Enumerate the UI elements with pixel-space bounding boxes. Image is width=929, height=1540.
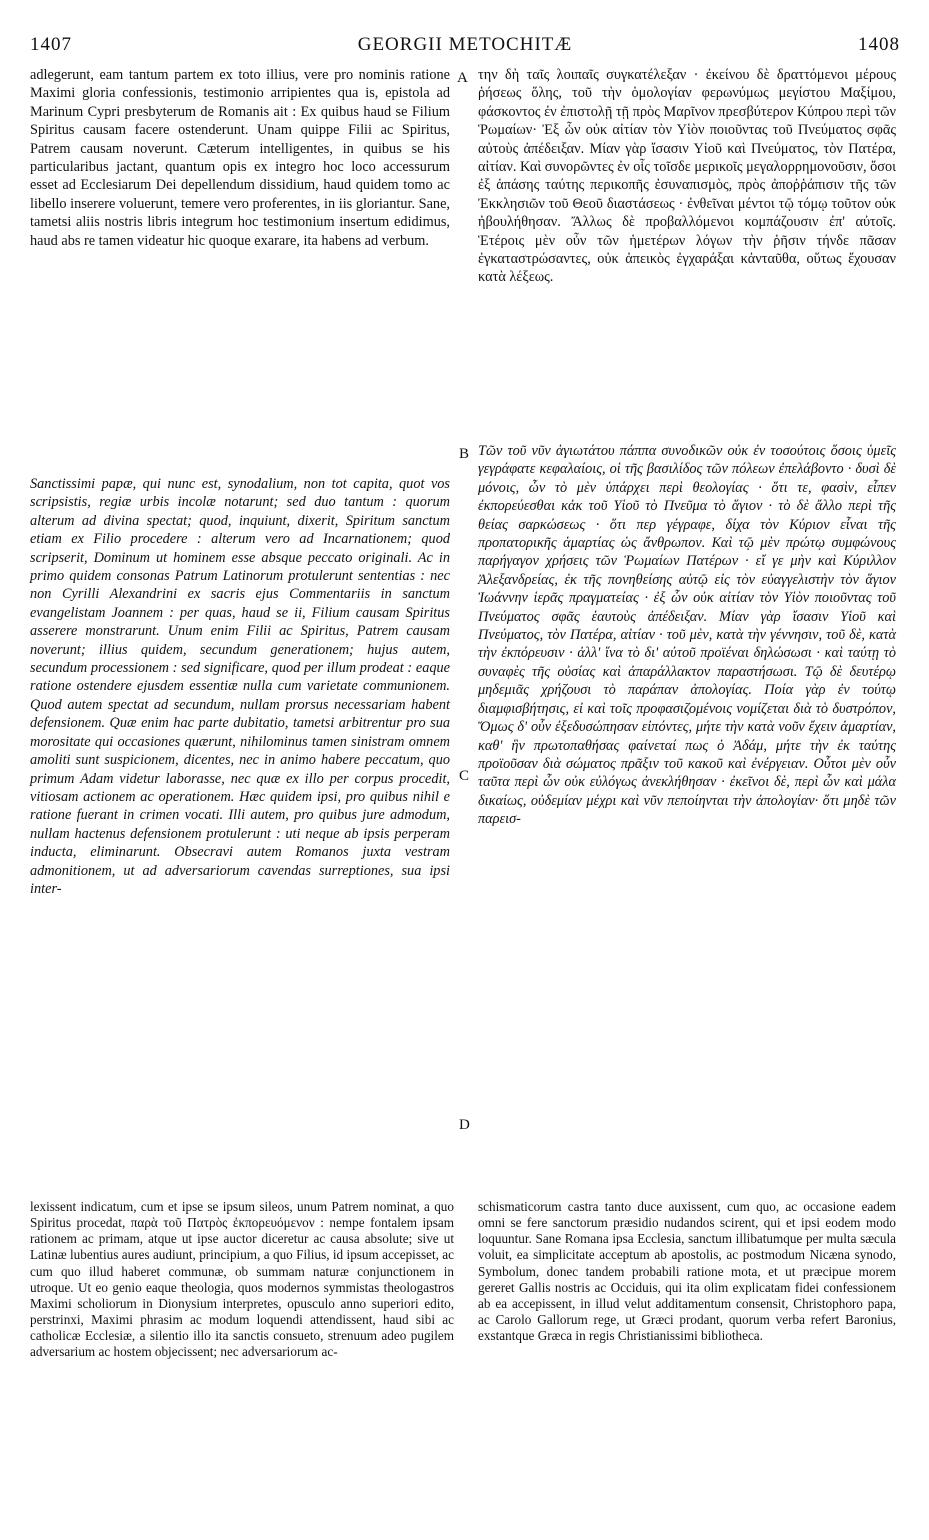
footnote-right: [478, 1186, 896, 1357]
page-number-right: 1408: [858, 34, 900, 55]
footnote-left-text: lexissent indicatum, cum et ipse se ipsum sileos, unum Patrem nominat, a quo Spiritus procedat, παρὰ τοῦ Πατρὸς ἐκπορευόμενον : nempe fontalem ipsam rationem ac primam, atque ut ipse auctor diceretur ac causa absolute; sive ut Latinæ lubentius aures audiunt, principium, a quo Filius, id ipsum accepisset, ac cum quo illud haberet communæ, ob summam naturæ conjunctionem in utroque. Ut eo genio eaque theologia, quos modernos symmistas theologastros Maximi scholiorum in Dionysium interpretes, opusculo anno superiori edito, perstrinxi, Maximi phrasim ac modum loquendi attendissent, haud sibi ac catholicæ Ecclesiæ, a silentio illo ita sanctis consueto, strenuum adeo pugilem adversarium ac hostem objecissent; nec adversariorum ac-: [30, 1199, 454, 1360]
greek-paragraph-1: την δὴ ταῖς λοιπαῖς συγκατέλεξαν · ἐκείνου δὲ δραττόμενοι μέρους ῥήσεως ὅλης, τοῦ τὴν ὁμολογίαν φερωνύμως μεγίστου Μαξίμου, φάσκοντος ἐν ἐπιστολῇ τῇ πρὸς Μαρῖνον πρεσβύτερον Κύπρου περὶ τῶν Ῥωμαίων· Ἐξ ὧν οὐκ αἰτίαν τὸν Υἱὸν ποιοῦντας τοῦ Πνεύματος σφᾶς αὐτοὺς ἀπέδειξαν. Μίαν γὰρ ἴσασιν Υἱοῦ καὶ Πνεύματος, τὸν Πατέρα, αἰτίαν. Καὶ συνορῶντες ἐν οἷς τοῖσδε μερικοῖς μεγαλορρημονοῦσιν, ὅσοι ἐξ ἁπάσης ταύτης περικοπῆς ἐσυναπισμὸς, πρὸς ἀποῤῥάπισιν τῆς τῶν Ἐκκλησιῶν τοῦ Θεοῦ διαστάσεως · ἐνθεῖναι μέντοι τῷ τόμῳ τοῦτον οὐκ ἠβουλήθησαν. Ἄλλως δὲ προβαλλόμενοι κομπάζουσιν ἐπ' αὐτοῖς. Ἑτέροις μὲν οὖν τῶν ἡμετέρων λόγων τὴν ῥῆσιν τήνδε πᾶσαν ἐγκαταστρώσαντες, οὐκ ἀπεικὸς ἐγχαράξαι κἀνταῦθα, οὕτως ἔχουσαν κατὰ λέξεως.: [478, 67, 896, 286]
latin-paragraph-2: Sanctissimi papæ, qui nunc est, synodalium, non tot capita, quot vos scripsistis, regiæ urbis incolæ notarunt; sed duo tantum : quorum alterum ad divina spectat; quod, inquiunt, dixerit, Spiritum sanctum etiam ex Filio procedere : alterum vero ad Incarnationem; quod scripserit, Dominum ut hominem esse absque peccato originali. Ac in primo quidem consonas Patrum Latinorum protulerunt sententias : nec non Cyrilli Alexandrini ex sacris ejus Commentariis in sanctum evangelistam Joannem : per quas, haud se ii, Filium causam Spiritus asserere monstrarunt. Unum enim Filii ac Spiritus, Patrem causam noverunt; illius quidem, secundum generationem; hujus autem, secundum processionem : sed significare, quod per illum prodeat : eaque ratione ostendere ejusdem essentiæ nulla cum varietate communionem. Quod autem spectat ad secundum, nullam prorsus necessariam habent defensionem. Quæ enim hac parte dubitatio, tametsi arbitrentur pro sua morositate qui occasiones quærunt, nihilominus tamen sinistram omnem amoliti sunt suspicionem, dicentes, nec in animo habere peccatum, quo primum Adam videtur laborasse, nec quæ ex illo per corpus procedit, vitiosam actionem ac operationem. Hæc quidem ipsi, pro quibus nihil e ratione fuerant in crimen vocati. Illi autem, pro quibus jure admodum, nullam hactenus defensionem protulerunt : uti neque ab ipsis perperam inducta, eliminarunt. Obsecravi autem Romanos juxta vestram admonitionem, ut ad adversariorum cavendas surreptiones, sua ipsi inter-: [30, 476, 450, 897]
footnote-right-text: schismaticorum castra tanto duce auxissent, cum quo, ac occasione eadem omni se fere sanctorum præsidio nudandos scirent, qui et ipsi eodem modo loquuntur. Sane Romana ipsa Ecclesia, sanctum illibatumque per multa sæcula voluit, ea simplicitate acceptum ab apostolis, ac postmodum Nicæna synodo, Symbolum, donec tandem probabili ratione mota, et ut præcipue morem gereret Gallis nostris ac Occiduis, qui ita olim explicatam fidei confessionem ab ea accepissent, in illud velut additamentum consensit, Christophoro papa, ac Carolo Gallorum rege, ut Græci prodant, quorum verba refert Baronius, exstantque Græca in regis Christianissimi bibliotheca.: [478, 1199, 896, 1343]
latin-paragraph-1: adlegerunt, eam tantum partem ex toto illius, vere pro nominis ratione Maximi gloria confessionis, testimonio arripientes qua is, epistola ad Marinum Cypri presbyterum de Romanis ait : Ex quibus haud se Filium Spiritus causam facere ostenderunt. Unam quippe Filii ac Spiritus, Patrem causam noverunt. Cæterum intelligentes, in quibus se his particularibus jactant, quantum opis ex integro hoc loco accessurum esset ad Ecclesiarum Dei depellendum dissidium, haud quidem tomo ac libello inserere voluerunt, temere vero proferentes, in iis gloriantur. Sane, tametsi aliis nostris libris integrum hoc testimonium insertum edidimus, haud abs re tamen videatur hic quoque exarare, ita habens ad verbum.: [30, 67, 450, 249]
greek-column-upper: [478, 66, 896, 287]
page-number-left: 1407: [30, 34, 72, 55]
footnote-left: [30, 1186, 454, 1373]
running-title: GEORGII METOCHITÆ: [357, 34, 573, 55]
section-marker-b: B: [459, 446, 470, 462]
latin-column-upper: [30, 66, 450, 250]
section-marker-a: A: [457, 70, 468, 86]
section-marker-d: D: [459, 1117, 470, 1133]
greek-column-lower: [478, 442, 896, 829]
greek-paragraph-2: Τῶν τοῦ νῦν ἁγιωτάτου πάππα συνοδικῶν οὐκ ἐν τοσούτοις ὅσοις ὑμεῖς γεγράφατε κεφαλαίοις, οἱ τῆς βασιλίδος τῶν πόλεων ἐπελάβοντο · δυσὶ δὲ μόνοις, ὧν τὸ μὲν ὑπάρχει περὶ θεολογίας · ὅτι τε, φασὶν, εἶπεν ἐκπορεύεσθαι κἀκ τοῦ Υἱοῦ τὸ Πνεῦμα τὸ ἅγιον · τὸ δὲ ἄλλο περὶ τῆς θείας σαρκώσεως · ὅτι περ γέγραφε, δίχα τὸν Κύριον εἶναι τῆς προπατορικῆς ἁμαρτίας ὡς ἄνθρωπον. Καὶ τῷ μὲν πρώτῳ συμφώνους παρήγαγον χρήσεις τῶν Ῥωμαίων Πατέρων · εἴ γε μὴν καὶ Κύριλλον Ἀλεξανδρείας, ἐκ τῆς πονηθείσης αὐτῷ εἰς τὸν εὐαγγελιστὴν τὸν ἅγιον Ἰωάννην ἱερᾶς πραγματείας · ἐξ ὧν οὐκ αἰτίαν τὸν Υἱὸν ποιοῦντας τοῦ Πνεύματος σφᾶς ἑαυτοὺς ἀπέδειξαν. Μίαν γὰρ ἴσασιν Υἱοῦ καὶ Πνεύματος, τὸν Πατέρα, αἰτίαν · τοῦ μὲν, κατὰ τὴν γέννησιν, τοῦ δὲ, κατὰ τὴν ἐκπόρευσιν · ἀλλ' ἵνα τὸ δι' αὐτοῦ προϊέναι δηλώσωσι · καὶ ταύτῃ τὸ συναφὲς τῆς οὐσίας καὶ ἀπαράλλακτον παραστήσωσι. Τῷ δὲ δευτέρῳ μηδεμιᾶς χρήζουσι τὸ παράπαν ἀπολογίας. Ποία γὰρ ἐν τούτῳ διαμφισβήτησις, εἰ καὶ τοῖς προφασιζομένοις νομίζεται διὰ τὸ δυστρόπον, Ὅμως δ' οὖν ἐξεδυσώπησαν εἰπόντες, μήτε τὴν κατὰ νοῦν ἔχειν ἁμαρτίαν, καθ' ἣν πρωτοπαθήσας φαίνεταί πως ὁ Ἀδάμ, μήτε τὴν ἐκ ταύτης προϊοῦσαν διὰ σώματος πρᾶξιν τοῦ κακοῦ καὶ ἐνέργειαν. Οὗτοι μὲν οὖν ταῦτα περὶ ὧν οὐκ εὐλόγως ἀνεκλήθησαν · ἐκεῖνοι δὲ, περὶ ὧν καὶ μάλα δικαίως, οὐδεμίαν μέχρι καὶ νῦν πεποίηνται τὴν ἀπολογίαν· ὅτι μηδὲ τῶν παρεισ-: [478, 443, 896, 828]
section-marker-c: C: [459, 768, 470, 784]
running-header: [30, 34, 900, 58]
latin-column-lower: [30, 475, 450, 898]
